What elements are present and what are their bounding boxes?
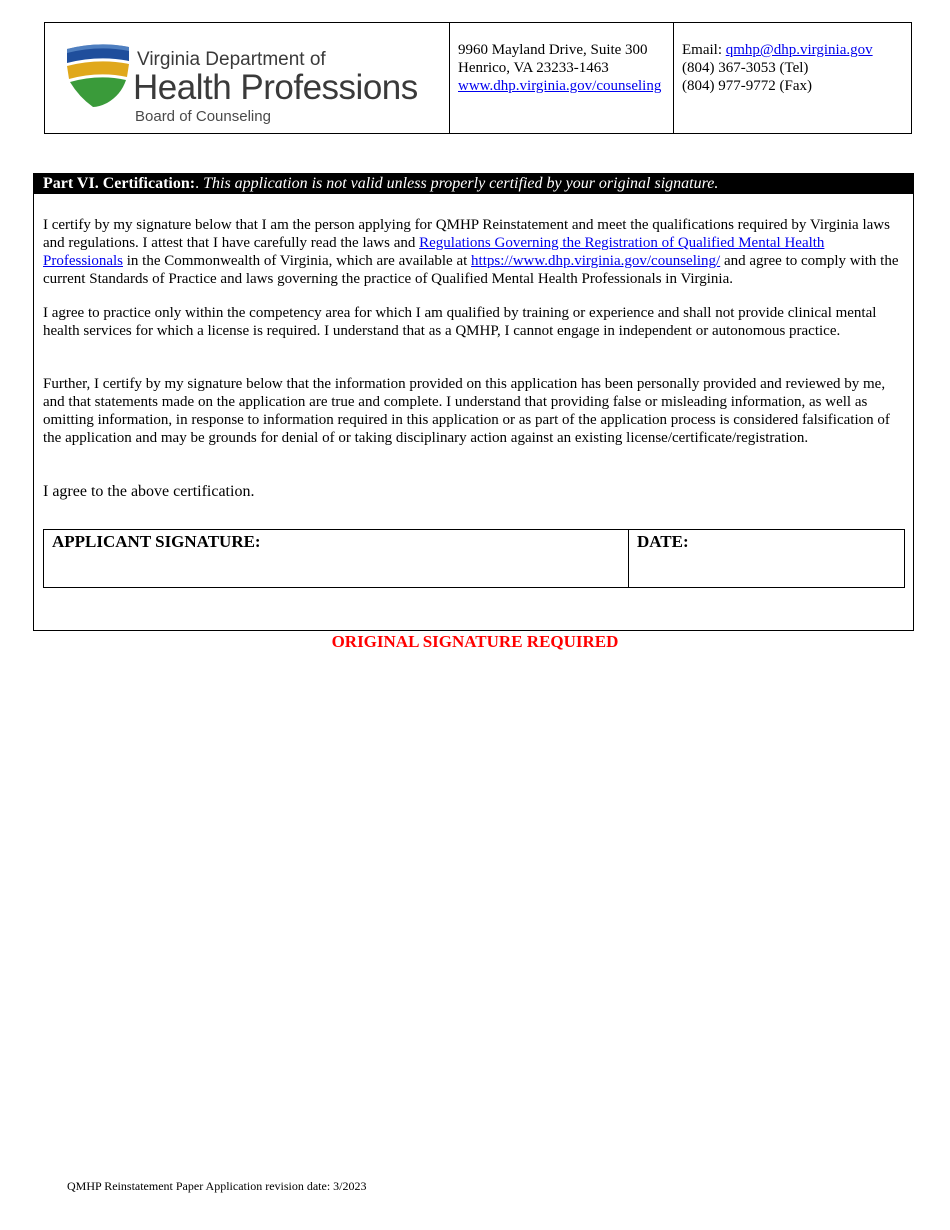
logo-block <box>45 23 450 133</box>
phone-fax: (804) 977-9772 (Fax) <box>682 78 812 94</box>
applicant-signature-label: APPLICANT SIGNATURE: <box>52 532 261 551</box>
email-row <box>682 41 911 59</box>
website-link[interactable]: www.dhp.virginia.gov/counseling <box>458 78 662 94</box>
section-title-bar <box>34 174 913 194</box>
contact-block <box>674 23 911 133</box>
certification-paragraph-1 <box>43 216 903 288</box>
letterhead <box>44 22 912 134</box>
signature-table <box>43 529 905 588</box>
agree-statement: I agree to the above certification. <box>43 483 255 500</box>
counseling-url-link[interactable]: https://www.dhp.virginia.gov/counseling/ <box>471 253 721 269</box>
revision-footer: QMHP Reinstatement Paper Application revision date: 3/2023 <box>67 1179 367 1193</box>
address-line2: Henrico, VA 23233-1463 <box>458 60 609 76</box>
certification-paragraph-3: Further, I certify by my signature below that the information provided on this application has been personally provided and reviewed by me, and that statements made on the application are true and complete. I understand that providing false or misleading information, as well as omitting information, in response to information required in this application or as part of the application process is considered falsification of the application and may be grounds for denial of or taking disciplinary action against an existing license/certificate/registration. <box>43 376 890 446</box>
p1-text-c: and agree to comply with the current Standards of Practice and laws governing the practice of Qualified Mental Health Professionals in Virginia. <box>43 253 899 287</box>
section-title: Part VI. Certification: <box>43 175 196 192</box>
address-block <box>450 23 674 133</box>
email-label: Email: <box>682 42 726 58</box>
p1-text-a: I certify by my signature below that I am the person applying for QMHP Reinstatement and meet the qualifications required by Virginia laws and regulations. I attest that I have carefully read the laws and <box>43 217 890 251</box>
regulations-link[interactable]: Regulations Governing the Registration of Qualified Mental Health Professionals <box>43 235 825 269</box>
dhp-shield-logo-icon <box>65 43 131 109</box>
logo-text-line1: Virginia Department of <box>137 49 326 70</box>
section-title-separator: . <box>195 175 204 192</box>
certification-paragraph-2: I agree to practice only within the competency area for which I am qualified by training or experience and shall not provide clinical mental health services for which a license is required. I understand that as a QMHP, I cannot engage in independent or autonomous practice. <box>43 305 877 339</box>
certification-section <box>33 173 914 631</box>
logo-text-line3: Board of Counseling <box>135 108 271 125</box>
section-subtitle: This application is not valid unless properly certified by your original signature. <box>203 175 719 192</box>
phone-tel: (804) 367-3053 (Tel) <box>682 60 809 76</box>
address-line1: 9960 Mayland Drive, Suite 300 <box>458 42 648 58</box>
p1-text-b: in the Commonwealth of Virginia, which are available at <box>123 253 472 269</box>
email-link[interactable]: qmhp@dhp.virginia.gov <box>725 42 873 58</box>
date-field[interactable] <box>629 530 904 587</box>
date-label: DATE: <box>637 532 689 551</box>
applicant-signature-field[interactable] <box>44 530 629 587</box>
original-signature-required-notice: ORIGINAL SIGNATURE REQUIRED <box>331 632 619 651</box>
logo-text-line2: Health Professions <box>133 68 418 107</box>
